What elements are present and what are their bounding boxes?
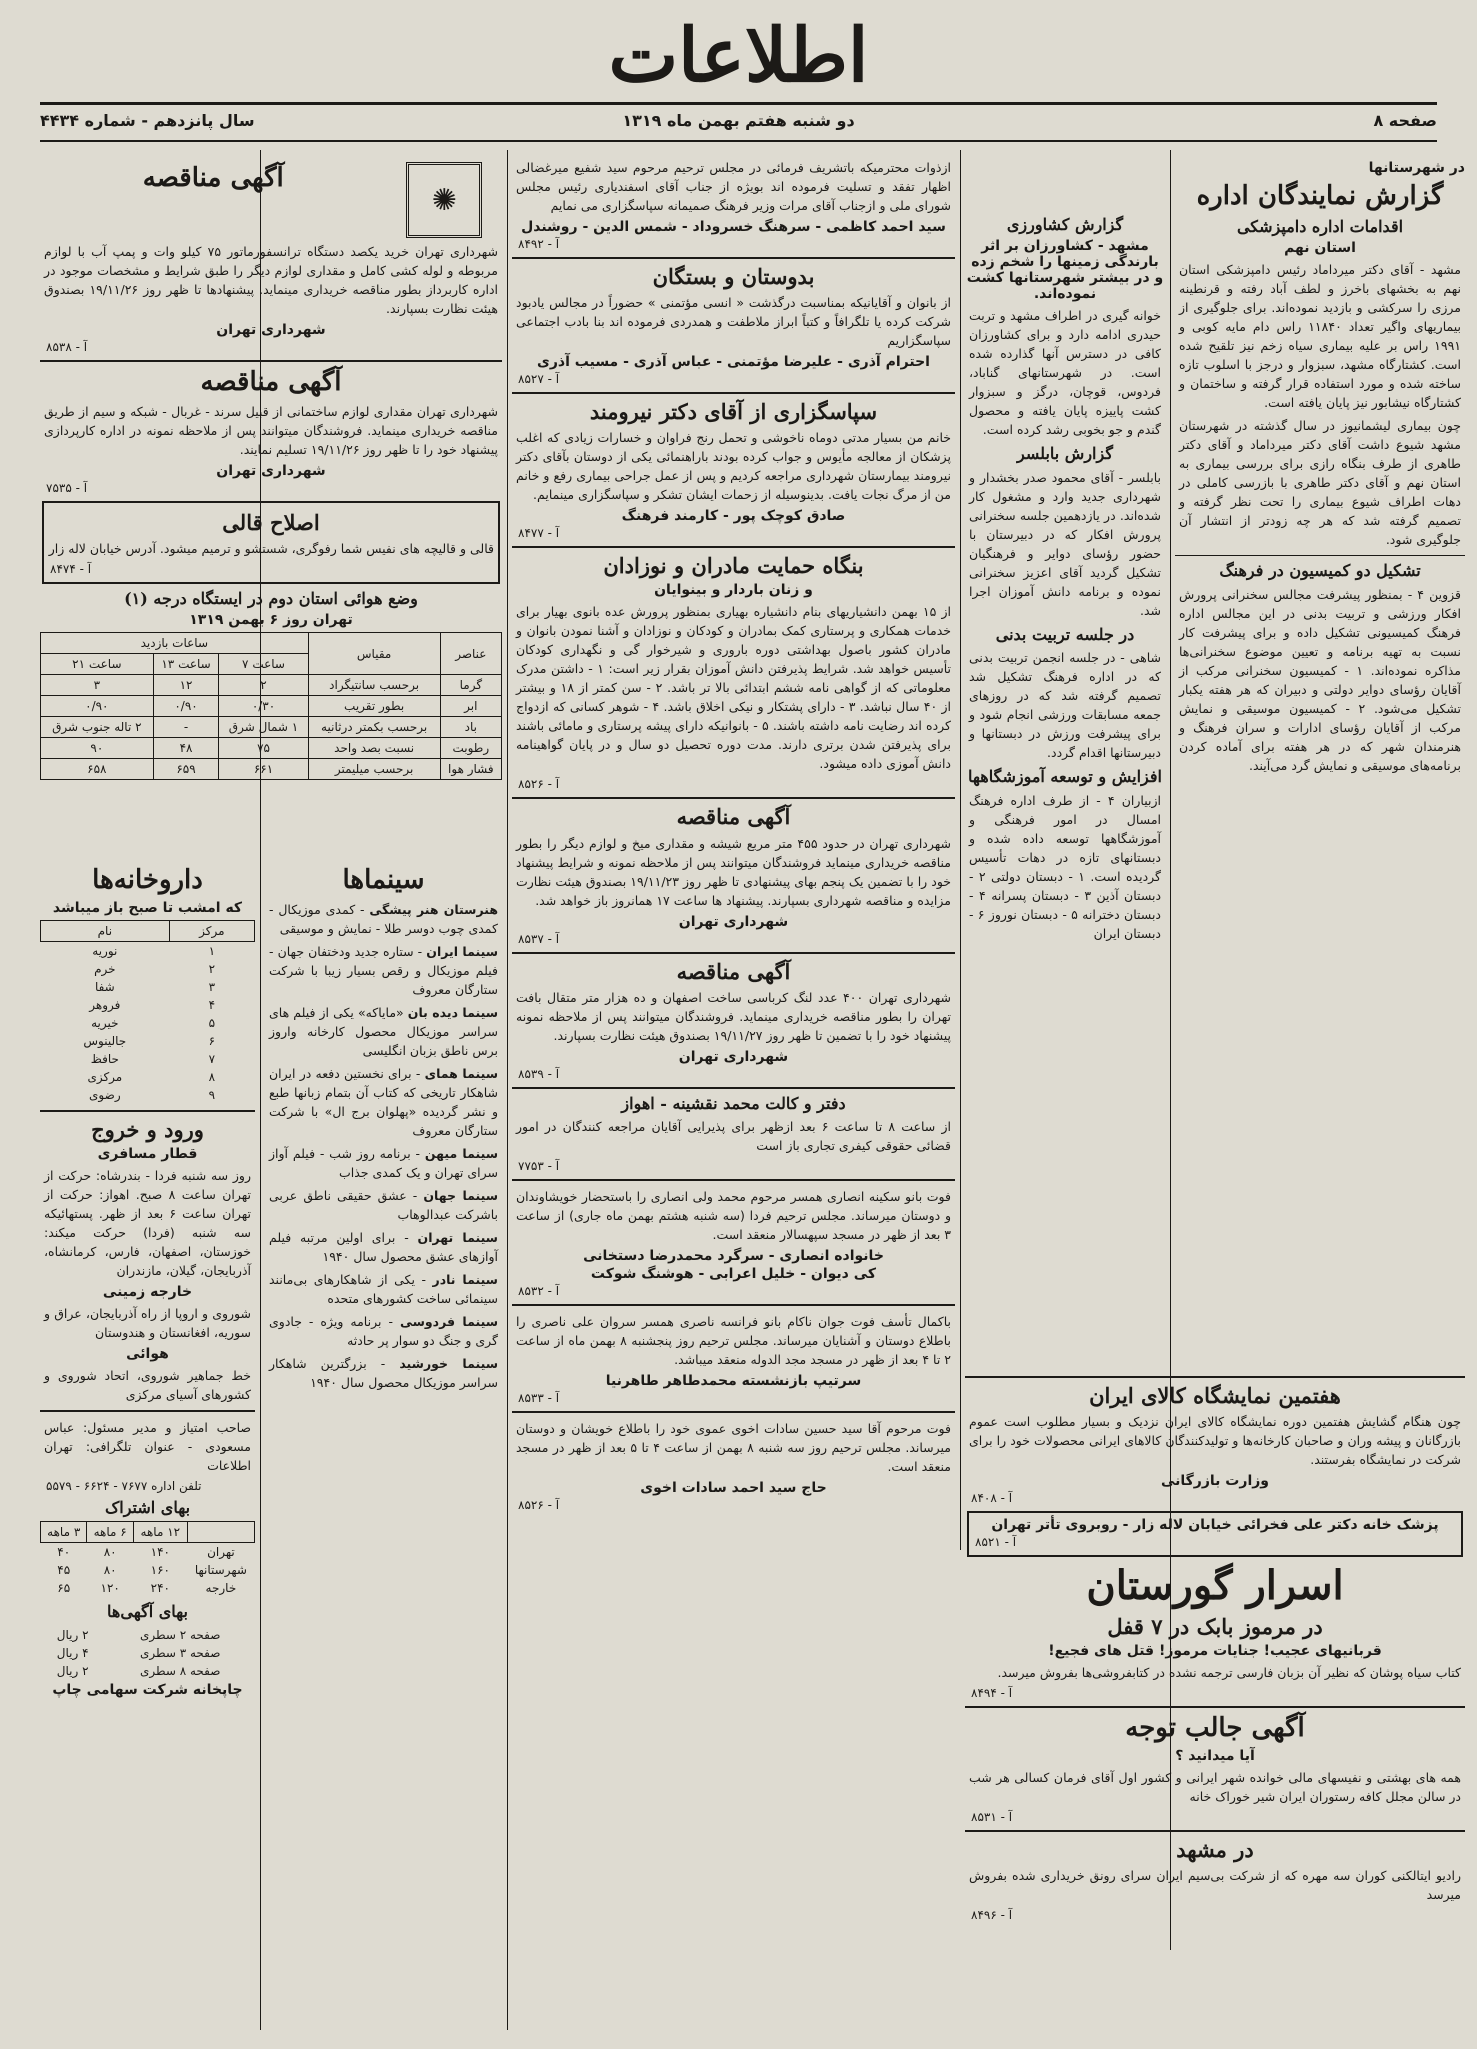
column-notices — [512, 158, 955, 2038]
table-header: ۶ ماهه — [87, 1522, 133, 1543]
cinema-name: سینما ایران — [426, 943, 499, 959]
travel-body: خط جماهیر شوروی، اتحاد شوروی و کشورهای آسیای مرکزی — [44, 1368, 251, 1403]
notice-body: ازذوات محترمیکه باتشریف فرمائی در مجلس ترحیم مرحوم سید شفیع میرغضالی اظهار تفقد و تسلیت فرموده اند بویژه از جناب آقای اسفندیاری رئیس مجلس شورای ملی و ازجناب آقای مرات وزیر فرهنگ صمیمانه سپاسگزاری می نمایم — [516, 160, 951, 213]
table-row — [41, 738, 502, 759]
divider — [512, 392, 955, 394]
cinema-name: سینما همای — [424, 1065, 498, 1081]
ad-code: ۷۵۳۵ - آ — [46, 480, 88, 495]
table-header: مرکز — [169, 920, 254, 941]
notice-title: سپاسگزاری از آقای دکتر نیرومند — [589, 399, 878, 425]
article-body: قزوین ۴ - بمنظور پیشرفت مجالس سخنرانی پرورش افکار ورزشی و تربیت بدنی در این مجالس اداره فرهنگ کمیسیونی تشکیل داده و برای پیشرفت کار نسبت به تهیه برنامه و تعیین موضوع سخنرانی‌ها مذاکره نموده‌اند. ۱ - کمیسیون سخنرانی مرکب از آقایان رؤسای دوایر دولتی و دبیران که هر هفته یکبار تشکیل می‌شود. ۲ - کمیسیون موسیقی و نمایش مرکب از آقایان رؤسای ادارات و سران فرهنگ و هنرمندان شهر که در هر هفته برای آماده کردن برنامه‌های موسیقی و نمایش گرد می‌آیند. — [1179, 586, 1462, 773]
section-title: سینماها — [342, 865, 425, 895]
weather-table — [40, 632, 502, 780]
notice-body: فوت مرحوم آقا سید حسین سادات اخوی عموی خود را باطلاع خویشان و دوستان میرساند. مجلس ترحیم روز سه شنبه ۸ بهمن از ساعت ۴ تا ۵ بعد از ظهر در مسجد منعقد است. — [516, 1421, 952, 1475]
divider — [512, 1304, 955, 1306]
notice-signature: شهرداری تهران — [678, 1048, 789, 1065]
notice-title: آگهی مناقصه — [676, 958, 791, 984]
cinema-desc: - برنامه روز شب - فیلم آواز سرای تهران و یک کمدی جذاب — [269, 1145, 498, 1180]
cinema-name: سینما میهن — [424, 1145, 498, 1161]
cinema-name: سینما دیده بان — [407, 1004, 498, 1020]
cinema-desc: - یکی از شاهکارهای بی‌مانند سینمائی ساخت کشورهای متحده — [269, 1271, 498, 1306]
divider — [40, 1410, 255, 1412]
cinema-listing — [269, 1144, 498, 1182]
bottom-ads — [965, 1370, 1465, 2030]
article-title: افزایش و توسعه آموزشگاهها — [968, 767, 1162, 787]
table-cell: خیریه — [91, 1015, 119, 1030]
tender-title: آگهی مناقصه — [142, 163, 284, 193]
col-divider — [960, 150, 961, 1550]
article-body: چون بیماری لیشمانیوز در سال گذشته در شهرستان مشهد شیوع داشت آقای دکتر میرداماد و آقای دکتر طاهری از طرف بنگاه رازی برای بررسی بیماری به استان نهم و آقای دکتر طاهری با بازرسی کاملی در دهات اطراف شیوع بیماری را تحت نظر گرفته و تصمیم گرفته شد که هر چه زودتر از انتشار آن جلوگیری شود. — [1179, 418, 1461, 548]
notice-signature: شهرداری تهران — [678, 913, 789, 930]
weather-header: ساعت ۲۱ — [41, 654, 154, 675]
notice-signature: حاج سید احمد سادات اخوی — [640, 1480, 827, 1497]
divider — [965, 1830, 1465, 1832]
tenders-block — [40, 158, 502, 848]
tender-body: شهرداری تهران خرید یکصد دستگاه ترانسفورماتور ۷۵ کیلو وات و پمپ آب با لوازم مربوطه و لوله کشی کامل و مقداری لوازم دیگر را طبق شرایط و مشخصات موجود در اداره کاربرداز بطور مناقصه خریداری مینماید. پیشنهادها تا ظهر روز ۱۹/۱۱/۲۶ بصندوق هیئت نظارت بسپارند. — [44, 244, 498, 316]
table-cell: رطوبت — [440, 738, 501, 759]
table-row — [41, 941, 255, 960]
ad-code: ۸۵۳۳ - آ — [518, 1391, 560, 1406]
ad-code: ۸۵۳۹ - آ — [518, 1066, 560, 1081]
table-row — [41, 1068, 255, 1086]
table-cell: ۱ — [208, 943, 216, 958]
article-headline: گزارش نمایندگان اداره — [1196, 181, 1444, 211]
ad-code: ۸۴۷۴ - آ — [50, 562, 92, 577]
ad-code: ۸۵۳۱ - آ — [971, 1810, 1013, 1825]
table-cell: ۲ — [219, 675, 308, 696]
divider — [512, 1087, 955, 1089]
exhibition-title: هفتمین نمایشگاه کالای ایران — [1089, 1383, 1341, 1408]
municipality-seal-icon: ✺ — [406, 162, 482, 238]
table-cell: فشار هوا — [440, 759, 501, 780]
table-cell: ۴ — [208, 997, 216, 1012]
notice-signature: کی دیوان - خلیل اعرابی - هوشنگ شوکت — [590, 1266, 877, 1283]
cinema-listing — [269, 942, 498, 999]
table-row — [41, 978, 255, 996]
divider — [512, 546, 955, 548]
table-cell: برحسب میلیمتر — [308, 759, 440, 780]
cinema-name: سینما تهران — [417, 1229, 498, 1245]
table-cell: ۸۰ — [103, 1545, 117, 1560]
table-cell: ۳ — [41, 675, 154, 696]
issue-date: دو شنبه هفتم بهمن ماه ۱۳۱۹ — [622, 111, 855, 130]
weather-header: ساعت ۷ — [219, 654, 308, 675]
table-cell: ۶ — [208, 1033, 216, 1048]
column-reports — [965, 158, 1165, 1418]
table-cell: ابر — [440, 696, 501, 717]
notice-signature: خانواده انصاری - سرگرد محمدرضا دستخانی — [583, 1248, 884, 1265]
cinema-desc: - عشق حقیقی ناطق عربی باشرکت عبدالوهاب — [269, 1187, 498, 1222]
column-cinemas — [265, 860, 502, 2030]
table-cell: برحسب بکمتر درثانیه — [308, 717, 440, 738]
notice-signature: سرتیپ بازنشسته محمدطاهر طاهرنیا — [605, 1373, 862, 1390]
ad-title: در مشهد — [1176, 1837, 1254, 1863]
table-cell: ۸۰ — [103, 1563, 117, 1578]
table-cell: ۶۵ — [57, 1581, 71, 1596]
table-row — [41, 1086, 255, 1104]
article-title: گزارش بابلسر — [1017, 444, 1113, 464]
table-cell: شهرستانها — [194, 1563, 247, 1578]
table-row — [41, 1561, 255, 1579]
notice-body: فوت بانو سکینه انصاری همسر مرحوم محمد ولی انصاری را باستحضار خویشاوندان و دوستان میرساند. مجلس ترحیم فردا (سه شنبه هشتم بهمن ماه جاری) از ساعت ۳ بعد از ظهر در مسجد سپهسالار منعقد است. — [516, 1189, 951, 1243]
table-cell: صفحه ۲ سطری — [139, 1627, 221, 1642]
table-cell: ۱۶۰ — [150, 1563, 170, 1578]
ad-code: ۸۵۲۶ - آ — [518, 1498, 560, 1513]
cinema-desc: - برای اولین مرتبه فیلم آوازهای عشق محصول سال ۱۹۴۰ — [269, 1229, 498, 1264]
divider — [965, 1376, 1465, 1378]
publisher-info: صاحب امتیاز و مدیر مسئول: عباس مسعودی - عنوان تلگرافی: تهران اطلاعات — [44, 1420, 251, 1474]
section-title: داروخانه‌ها — [92, 865, 203, 895]
table-cell: برحسب سانتیگراد — [308, 675, 440, 696]
ad-code: ۸۴۹۶ - آ — [971, 1908, 1013, 1923]
notice-body: شهرداری تهران در حدود ۴۵۵ متر مربع شیشه و مقداری میخ و لوازم دیگر را بطور مناقصه خریداری مینماید فروشندگان میتوانند پس از ملاحظه نمونه و شرایط پیشنهاد خود را با تضمین یک پنجم بهای پیشنهادی تا ظهر روز ۱۹/۱۱/۲۳ بصندوق هیئت نظارت مزایده و مناقصه شهرداری بسپارند. پیشنهاد ها ساعت ۱۷ همانروز باز خواهد شد. — [516, 835, 952, 908]
exhibition-body: چون هنگام گشایش هفتمین دوره نمایشگاه کالای ایران نزدیک و بسیار مطلوب است عموم بازرگانان و پیشه وران و صاحبان کارخانه‌ها و تولیدکنندگان کالاهای ایرانی محصولات خود را برای شرکت در نمایشگاه بفرستند. — [969, 1414, 1461, 1468]
divider — [512, 797, 955, 799]
divider — [512, 257, 955, 259]
table-cell: ۰/۹۰ — [41, 696, 154, 717]
ad-code: ۸۵۳۸ - آ — [46, 340, 88, 354]
column-services — [40, 860, 255, 2030]
phone-info: تلفن اداره ۷۶۷۷ - ۶۶۲۴ - ۵۵۷۹ — [46, 1479, 202, 1494]
ad-title: اصلاح قالی — [222, 509, 320, 535]
notice-subtitle: و زنان باردار و بینوایان — [654, 582, 813, 599]
table-row — [41, 717, 502, 738]
ad-body: همه های بهشتی و نفیسهای مالی خوانده شهر ایرانی و کشور اول آقای فرمان کسالی هر شب در سالن مجلل کافه رستوران ایران شیر خوراک خانه — [969, 1770, 1461, 1805]
section-title: بهای آگهی‌ها — [107, 1602, 188, 1622]
weather-title: وضع هوائی استان دوم در ایستگاه درجه (۱) — [124, 589, 418, 609]
table-header — [187, 1522, 254, 1543]
tender-signature: شهرداری تهران — [216, 322, 326, 338]
travel-body: روز سه شنبه فردا - بندرشاه: حرکت از تهران ساعت ۸ صبح. اهواز: حرکت از تهران ساعت ۶ بعد از ظهر. پستهائیکه سه شنبه (فردا) حرکت میکند: خوزستان، اصفهان، فارس، کرمانشاه، آذربایجان، گیلان، مازندران — [44, 1168, 251, 1279]
table-header: ۳ ماهه — [41, 1522, 87, 1543]
masthead-title: اطلاعات — [608, 13, 869, 99]
divider — [40, 360, 502, 362]
table-cell: ۵ — [208, 1015, 216, 1030]
article-body: مشهد - آقای دکتر میرداماد رئیس دامپزشکی استان نهم به بخشهای باخرز و لطف آباد رفته و قرنطینه مرزی را سرکشی و بازدید نموده‌اند. برای جلوگیری از بیماریهای واگیر تعداد ۱۱۸۴۰ راس دام مایه کوبی و ۱۹۹۱ راس بر علیه بیماری سیاه زخم نیز تلقیح شده است. کشتارگاه مشهد، سبزوار و درجز با اسلوب تازه ساخته شده و مورد استفاده قرار گرفته و ساختمان و کشتارگاه نیشابور نیز پایان یافته است. — [1179, 262, 1461, 411]
table-row — [41, 1579, 255, 1597]
article-title: گزارش کشاورزی — [1006, 215, 1124, 234]
cinema-listing — [269, 1270, 498, 1308]
ad-body: قالی و قالیچه های نفیس شما رفوگری، شستشو و ترمیم میشود. آدرس خیابان لاله زار — [48, 541, 494, 557]
tender-title: آگهی مناقصه — [200, 367, 342, 397]
table-cell: نوریه — [92, 943, 118, 958]
divider — [965, 1706, 1465, 1708]
section-title: بهای اشتراک — [104, 1498, 191, 1518]
cinema-desc: - برنامه ویژه - جادوی گری و جنگ دو سوار پر حادثه — [269, 1313, 498, 1348]
ad-body: رادیو ایتالکنی کوران سه مهره که از شرکت بی‌سیم ایران سرای رونق خریداری شده بفروش میرسد — [969, 1868, 1461, 1903]
table-header: نام — [41, 920, 170, 941]
notice-body: شهرداری تهران ۴۰۰ عدد لنگ کرباسی ساخت اصفهان و ده هزار متر متقال بافت تهران را بطور مناقصه خریداری مینماید. فروشندگان میتوانند پس از ملاحظه نمونه پیشنهاد خود را با تضمین تا ظهر روز ۱۹/۱۱/۲۷ بصندوق هیئت نظارت بسپارند. — [516, 989, 951, 1043]
col-divider — [507, 150, 508, 2030]
notice-signature: احترام آذری - علیرضا مؤتمنی - عباس آذری - مسیب آذری — [537, 354, 930, 371]
table-cell: ۹ — [208, 1087, 216, 1102]
table-row — [41, 960, 255, 978]
notice-body: از ۱۵ بهمن دانشیاریهای بنام دانشیاره بهیاری بمنظور پرورش عده بانوی بهیار برای خدمات همکاری و پرستاری کمک بمادران و کودکان و نوزادان و آشنا نمودن بانوان و مادران کشور باصول بهداشتی دوره باروری و شیرخوار گی و نگهداری کودکان تأسیس خواهد شد. شرایط پذیرفتن دانش آموزان بقرار زیر است: ۱ - داشتن مدرک معلوماتی که از گواهی نامه ششم ابتدائی بالا تر باشد. ۲ - سن کمتر از ۱۸ و بیشتر از ۴۰ سال نباشد. ۳ - دارای پشتکار و نیکی اخلاق باشد. ۴ - شوهر کسانی که ازدواج کرده اند رضایت نامه داشته باشند. ۵ - بانوانیکه دارای پیشه پرستاری و مامائی باشند برای پذیرفتن شدن برتری دارند. مدت دوره تحصیل دو سال و در پایان گواهینامه دانش آموزی داده میشود. — [516, 604, 951, 772]
cinema-listing — [269, 1228, 498, 1266]
ad-code: ۸۵۲۷ - آ — [518, 372, 560, 387]
ad-code: ۸۴۹۴ - آ — [971, 1686, 1013, 1701]
table-cell: شفا — [94, 979, 115, 994]
table-cell: ۱ شمال شرق — [219, 717, 308, 738]
section-subtitle: که امشب تا صبح باز میباشد — [52, 899, 243, 916]
table-cell: باد — [440, 717, 501, 738]
book-ad-title: اسرار گورستان — [1086, 1562, 1344, 1610]
table-cell: ۴ ریال — [56, 1645, 89, 1660]
ad-code: ۸۴۷۷ - آ — [518, 526, 560, 541]
cinema-listing — [269, 1354, 498, 1392]
table-cell: ۶۵۸ — [41, 759, 154, 780]
table-cell: ۷ — [208, 1051, 216, 1066]
header-rule — [40, 102, 1437, 105]
table-cell: ۲۴۰ — [150, 1581, 170, 1596]
table-cell: نسبت بصد واحد — [308, 738, 440, 759]
table-row — [40, 1626, 255, 1644]
table-cell: مرکزی — [87, 1069, 123, 1084]
table-cell: ۷۵ — [219, 738, 308, 759]
section-title: ورود و خروج — [91, 1116, 204, 1142]
cinema-name: هنرستان هنر پیشگی — [369, 901, 498, 917]
table-cell: - — [153, 717, 219, 738]
book-ad-subtitle: در مرموز بابک در ۷ قفل — [1107, 1614, 1323, 1640]
weather-subtitle: تهران روز ۶ بهمن ۱۳۱۹ — [189, 612, 353, 629]
ad-code: ۸۵۳۲ - آ — [518, 1284, 560, 1299]
table-cell: فروهر — [89, 997, 121, 1012]
article-body: ازبیاران ۴ - از طرف اداره فرهنگ امسال در امور فرهنگی و آموزشگاهها توسعه داده شده و دبستانهای تازه در دهات تأسیس گردیده است. ۱ - دبستان دولتی ۲ - دبستان آذین ۳ - دبستان پسرانه ۴ - دبستان دخترانه ۵ - دبستان نوروز ۶ - دبستان ایران — [969, 792, 1162, 941]
notice-body: باکمال تأسف فوت جوان ناکام بانو فرانسه ناصری همسر سروان علی ناصری را باطلاع دوستان و آشنایان میرساند. مجلس ترحیم روز پنجشنبه ۸ بهمن ماه از ساعت ۲ تا ۴ بعد از ظهر در مسجد مجد الدوله منعقد میباشد. — [516, 1314, 951, 1368]
table-cell: ۱۲ — [153, 675, 219, 696]
notice-signature: صادق کوچک پور - کارمند فرهنگ — [621, 508, 846, 525]
table-cell: صفحه ۳ سطری — [139, 1645, 221, 1660]
book-ad-tagline: قربانیهای عجیب! جنایات مرموز! قتل های فجیع! — [1048, 1643, 1382, 1660]
ad-code: ۷۷۵۳ - آ — [518, 1159, 560, 1174]
table-cell: خرم — [94, 961, 116, 976]
tender-signature: شهرداری تهران — [216, 462, 326, 479]
article-title: اقدامات اداره دامپزشکی — [1236, 216, 1404, 236]
article-body: بابلسر - آقای محمود صدر بخشدار و شهرداری جدید وارد و مشغول کار شده‌اند. در یازدهمین جلسه سخنرانی پرورش افکار که در دبیرستان با حضور رؤسای دوایر و فرهنگیان تشکیل گردید آقای اعزیز سخنرانی نموده و برنامه دانش آموزان اجرا شد. — [969, 469, 1161, 618]
notice-body: خانم من بسیار مدتی دوماه ناخوشی و تحمل رنج فراوان و خسارات زیادی که اغلب پزشکان از معالجه مأیوس و جواب کرده بودند باراهنمائی یکی از دوستان بآقای دکتر نیرومند بیمارستان شهرداری مراجعه کردیم و پس از عمل جراحی بیماری رفع و خانم من از مرگ نجات یافت. بدینوسیله از زحمات ایشان تشکر و سپاسگزاری مینمایم. — [516, 430, 951, 503]
section-subtitle: قطار مسافری — [97, 1146, 198, 1163]
table-cell: خارجه — [205, 1581, 237, 1596]
table-row — [41, 996, 255, 1014]
ad-code: ۸۴۹۲ - آ — [518, 237, 560, 251]
table-row — [40, 1644, 255, 1662]
table-row — [41, 1032, 255, 1050]
divider — [1175, 555, 1465, 556]
table-cell: ۰/۹۰ — [153, 696, 219, 717]
doctor-ad — [967, 1511, 1463, 1557]
cinema-name: سینما خورشید — [399, 1355, 498, 1371]
notice-body: از ساعت ۸ تا ساعت ۶ بعد ازظهر برای پذیرایی آقایان مراجعه کنندگان در امور قضائی حقوقی کیفری تجاری باز است — [516, 1119, 951, 1154]
cinema-listing — [269, 900, 498, 938]
table-cell: ۱۴۰ — [150, 1545, 170, 1560]
notice-title: بدوستان و بستگان — [652, 264, 815, 289]
ad-code: ۸۵۲۱ - آ — [975, 1535, 1017, 1550]
weather-header: ساعت ۱۳ — [153, 654, 219, 675]
cinema-desc: - برای نخستین دفعه در ایران شاهکار تاریخی که کتاب آن بتمام زبانها طبع و نشر گردیده «پهلوان برج ال» با شرکت ستارگان معروف — [269, 1065, 498, 1138]
article-body: شاهی - در جلسه انجمن تربیت بدنی که در اداره فرهنگ تشکیل شد تصمیم گرفته شد که در روزهای جمعه مسابقات ورزشی انجام شود و برای پیشرفت ورزش در دبستانها و دبیرستانها اقدام گردد. — [969, 650, 1161, 761]
section-subtitle: هوائی — [126, 1346, 169, 1363]
divider — [512, 952, 955, 954]
pharmacy-table — [40, 920, 255, 1104]
column-provinces — [1175, 158, 1465, 1518]
table-cell: ۹۰ — [41, 738, 154, 759]
ad-title: آگهی جالب توجه — [1125, 1713, 1305, 1744]
cinema-listing — [269, 1003, 498, 1060]
table-row — [40, 1662, 255, 1680]
tender-body: شهرداری تهران مقداری لوازم ساختمانی از قبیل سرند - غربال - شبکه و سیم از طریق مناقصه خریداری مینماید. فروشندگان میتوانند پس از ملاحظه نمونه در اداره کارپردازی پیشنهاد خود را تا ظهر روز ۱۹/۱۱/۲۶ تسلیم نمایند. — [44, 403, 498, 457]
table-cell: ۲ ریال — [56, 1627, 89, 1642]
book-ad-body: کتاب سیاه پوشان که نظیر آن بزبان فارسی ترجمه نشده در کتابفروشی‌ها بفروش میرسد. — [997, 1665, 1461, 1681]
section-tag: در شهرستانها — [1368, 160, 1465, 176]
notice-title: دفتر و کالت محمد نقشینه - اهواز — [621, 1093, 846, 1113]
exhibition-signature: وزارت بازرگانی — [1160, 1473, 1269, 1490]
table-cell: جالینوس — [83, 1033, 127, 1048]
article-body: خوانه گیری در اطراف مشهد و تربت حیدری ادامه دارد و برای کشاورزان کافی در دسترس آنها گذارده شده است. در شهرستانهای گناباد، فردوس، قوچان، درگز و سبزوار کشت پاییزه پایان یافته و محصول گندم و جو بخوبی رشد کرده است. — [969, 308, 1161, 438]
table-cell: ۱۲۰ — [100, 1581, 120, 1596]
ad-code: ۸۵۲۶ - آ — [518, 777, 560, 792]
info-rule — [40, 140, 1437, 142]
notice-title: آگهی مناقصه — [676, 804, 791, 830]
cinema-listing — [269, 1186, 498, 1224]
ad-subtitle: آیا میدانید ؟ — [1175, 1748, 1255, 1765]
table-cell: تهران — [207, 1545, 235, 1560]
table-cell: ۶۶۱ — [219, 759, 308, 780]
travel-body: شوروی و اروپا از راه آذربایجان، عراق و سوریه، افغانستان و هندوستان — [44, 1306, 251, 1341]
table-cell: گرما — [440, 675, 501, 696]
article-subtitle: استان نهم — [1284, 240, 1356, 257]
doctor-name: پزشک خانه دکتر علی فخرائی خیابان لاله زار - روبروی تأتر تهران — [991, 1517, 1439, 1534]
cinema-listing — [269, 1312, 498, 1350]
article-title: در جلسه تربیت بدنی — [995, 624, 1135, 644]
table-row — [41, 759, 502, 780]
cinema-name: سینما فردوسی — [399, 1313, 498, 1329]
printer-footer: چاپخانه شرکت سهامی چاپ — [52, 1681, 243, 1698]
table-row — [41, 675, 502, 696]
notice-title: بنگاه حمایت مادران و نوزادان — [603, 553, 864, 579]
table-cell: حافظ — [90, 1051, 119, 1066]
table-cell: ۸ — [208, 1069, 216, 1084]
article-subtitle: مشهد - کشاورزان بر اثر بارندگی زمینها را شخم زده و در بیشتر شهرستانها کشت نموده‌اند. — [966, 238, 1164, 303]
cinema-listing — [269, 1064, 498, 1140]
table-cell: ۲ ریال — [56, 1663, 89, 1678]
cinema-desc: - کمدی موزیکال - کمدی چوب دوسر طلا - نمایش و موسیقی — [269, 901, 498, 936]
table-cell: ۴۵ — [57, 1563, 71, 1578]
weather-header: عناصر — [440, 633, 501, 675]
table-cell: ۶۵۹ — [153, 759, 219, 780]
table-row — [41, 696, 502, 717]
table-header: ۱۲ ماهه — [133, 1522, 187, 1543]
table-cell: رضوی — [89, 1087, 121, 1102]
table-cell: ۴۰ — [57, 1545, 71, 1560]
ad-rates-table — [40, 1626, 255, 1680]
table-row — [41, 1014, 255, 1032]
table-cell: ۲ — [208, 961, 216, 976]
table-cell: ۰/۳۰ — [219, 696, 308, 717]
cinema-name: سینما جهان — [423, 1187, 499, 1203]
issue-number: سال پانزدهم - شماره ۴۴۳۴ — [40, 111, 255, 130]
cinema-desc: - بزرگترین شاهکار سراسر موزیکال محصول سال ۱۹۴۰ — [269, 1355, 498, 1390]
weather-header: ساعات بازدید — [41, 633, 309, 654]
ad-code: ۸۴۰۸ - آ — [971, 1491, 1013, 1506]
table-cell: صفحه ۸ سطری — [139, 1663, 221, 1678]
table-cell: ۳ — [208, 979, 216, 994]
carpet-repair-ad — [42, 501, 500, 584]
divider — [512, 1179, 955, 1181]
divider — [40, 1110, 255, 1112]
cinema-name: سینما نادر — [432, 1271, 498, 1287]
table-row — [41, 1050, 255, 1068]
notice-signature: سید احمد کاظمی - سرهنگ خسروداد - شمس الدین - روشندل — [521, 219, 946, 235]
cinema-desc: - ستاره جدید ودختفان جهان - فیلم موزیکال و رقص بسیار زیبا با شرکت ستارگان معروف — [269, 943, 498, 997]
divider — [512, 1411, 955, 1413]
table-cell: ۲ تاله جنوب شرق — [41, 717, 154, 738]
section-subtitle: خارجه زمینی — [102, 1284, 193, 1301]
page-number: صفحه ۸ — [1373, 111, 1437, 130]
weather-header: مقیاس — [308, 633, 440, 675]
table-cell: بطور تقریب — [308, 696, 440, 717]
cinema-desc: «مایاکه» یکی از فیلم های سراسر موزیکال محصول کارخانه واروز برس ناطق بزبان انگلیسی — [269, 1004, 498, 1058]
subscription-table — [40, 1521, 255, 1597]
table-cell: ۴۸ — [153, 738, 219, 759]
article-title: تشکیل دو کمیسیون در فرهنگ — [1219, 561, 1421, 581]
ad-code: ۸۵۳۷ - آ — [518, 931, 560, 946]
notice-body: از بانوان و آقایانیکه بمناسبت درگذشت « انسی مؤتمنی » حضوراً در مجالس یادبود شرکت کرده یا تلگرافاً و کتباً ابراز ملاطفت و همدردی فرموده اند بنا بادب اجتماعی سپاسگزاریم — [516, 295, 951, 349]
table-row — [41, 1543, 255, 1562]
